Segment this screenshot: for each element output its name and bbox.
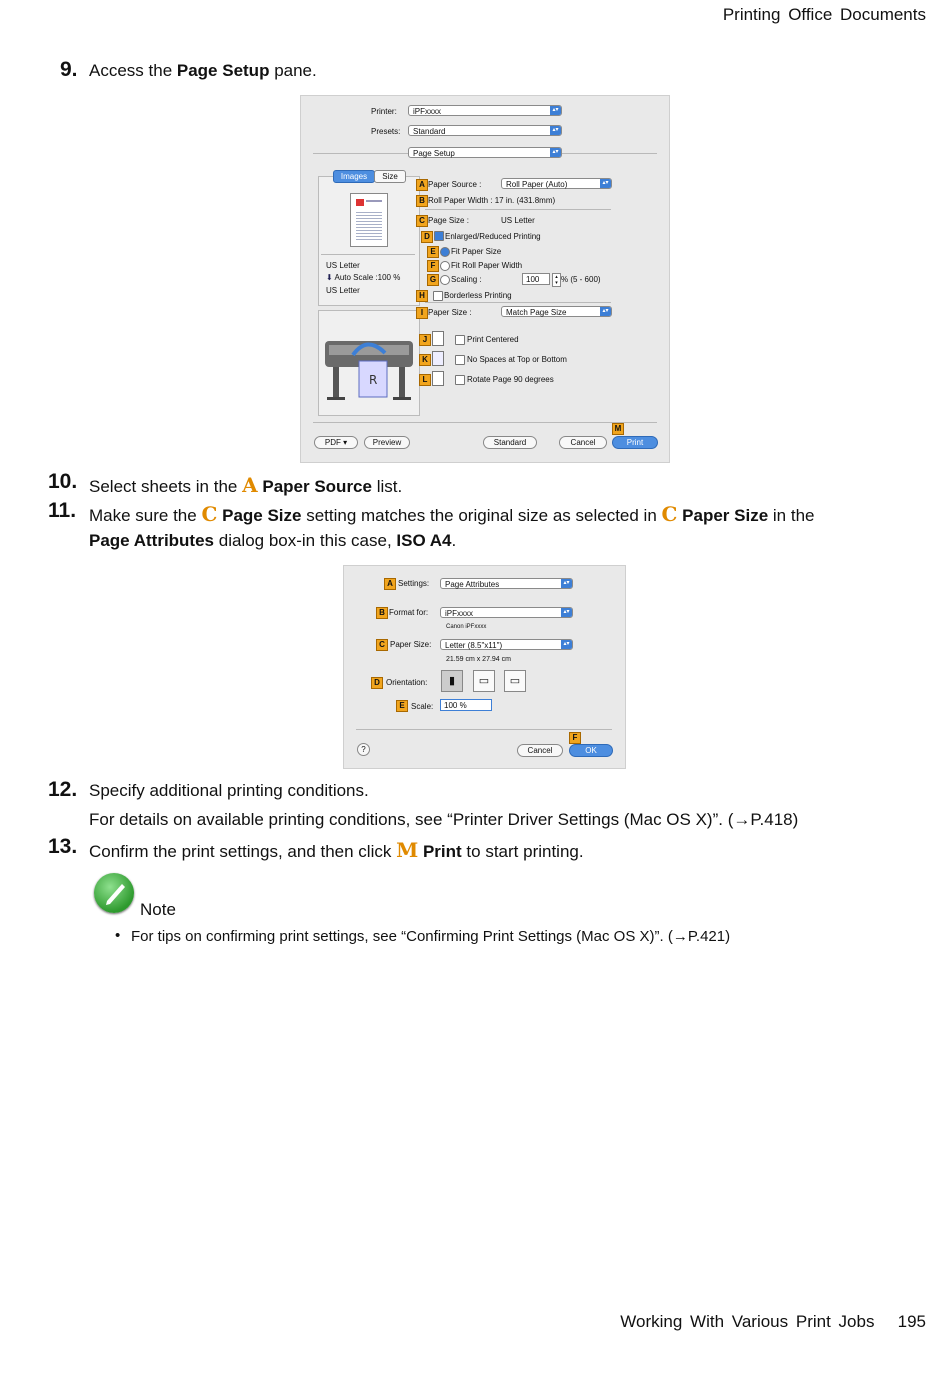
page-size-label: Page Size : bbox=[428, 216, 469, 225]
printer-label: Printer: bbox=[371, 107, 397, 116]
output-paper-size-label: Paper Size : bbox=[428, 308, 472, 317]
preview-button[interactable]: Preview bbox=[364, 436, 410, 449]
scaling-radio[interactable] bbox=[440, 275, 450, 285]
running-footer: Working With Various Print Jobs 195 bbox=[620, 1312, 926, 1331]
step-number: 11. bbox=[48, 499, 77, 522]
printer-popup[interactable]: iPFxxxx ▴▾ bbox=[408, 105, 562, 116]
badge-b: B bbox=[376, 607, 388, 619]
format-for-label: Format for: bbox=[389, 608, 429, 617]
scale-input[interactable]: 100 % bbox=[440, 699, 492, 711]
settings-popup[interactable]: Page Attributes ▴▾ bbox=[440, 578, 573, 589]
badge-a: A bbox=[384, 578, 396, 590]
preview-size-text: US Letter bbox=[326, 261, 360, 270]
scaling-input[interactable]: 100 bbox=[522, 273, 550, 285]
landscape-right-icon[interactable]: ▭ bbox=[504, 670, 526, 692]
borderless-checkbox[interactable] bbox=[433, 291, 443, 301]
divider bbox=[425, 302, 611, 303]
rotate-page-label: Rotate Page 90 degrees bbox=[467, 375, 554, 384]
presets-popup[interactable]: Standard ▴▾ bbox=[408, 125, 562, 136]
enlarged-reduced-label: Enlarged/Reduced Printing bbox=[445, 232, 541, 241]
step-text: Confirm the print settings, and then click M Print to start printing. bbox=[89, 838, 584, 862]
step-number: 12. bbox=[48, 778, 78, 801]
printer-illustration bbox=[318, 310, 420, 416]
page-setup-screenshot bbox=[300, 95, 670, 463]
badge-i: I bbox=[416, 307, 428, 319]
print-centered-label: Print Centered bbox=[467, 335, 519, 344]
printer-icon bbox=[319, 311, 419, 415]
step-text-continued: Page Attributes dialog box-in this case, ISO A4. bbox=[89, 531, 457, 550]
badge-c: C bbox=[376, 639, 388, 651]
format-for-popup[interactable]: iPFxxxx ▴▾ bbox=[440, 607, 573, 618]
preview-size-text: US Letter bbox=[326, 286, 360, 295]
settings-label: Settings: bbox=[398, 579, 430, 588]
badge-k: K bbox=[419, 354, 431, 366]
no-spaces-checkbox[interactable] bbox=[455, 355, 465, 365]
standard-button[interactable]: Standard bbox=[483, 436, 537, 449]
badge-h: H bbox=[416, 290, 428, 302]
paper-source-popup[interactable]: Roll Paper (Auto) ▴▾ bbox=[501, 178, 612, 189]
badge-c: C bbox=[416, 215, 428, 227]
badge-e: E bbox=[427, 246, 439, 258]
scaling-stepper-icon[interactable]: ▴ ▾ bbox=[552, 273, 561, 287]
ok-button[interactable]: OK bbox=[569, 744, 613, 757]
print-centered-icon bbox=[432, 331, 444, 346]
fit-roll-width-radio[interactable] bbox=[440, 261, 450, 271]
divider bbox=[313, 422, 657, 423]
badge-d: D bbox=[371, 677, 383, 689]
step-text: Select sheets in the A Paper Source list. bbox=[89, 473, 403, 497]
divider bbox=[321, 254, 415, 255]
cancel-button[interactable]: Cancel bbox=[559, 436, 607, 449]
landscape-left-icon[interactable]: ▭ bbox=[473, 670, 495, 692]
page-thumbnail bbox=[350, 193, 388, 247]
running-header: Printing Office Documents bbox=[722, 5, 926, 24]
preview-scale-text: ⬇ Auto Scale :100 % bbox=[326, 273, 401, 282]
scaling-range-label: % (5 - 600) bbox=[561, 275, 601, 284]
no-spaces-icon bbox=[432, 351, 444, 366]
divider bbox=[425, 209, 611, 210]
note-text: For tips on confirming print settings, see “Confirming Print Settings (Mac OS X)”. (→P.421) bbox=[131, 928, 731, 945]
help-icon[interactable]: ? bbox=[357, 743, 370, 756]
divider bbox=[356, 729, 612, 730]
badge-l: L bbox=[419, 374, 431, 386]
print-button[interactable]: Print bbox=[612, 436, 658, 449]
pencil-icon bbox=[94, 873, 134, 913]
step-detail: For details on available printing conditions, see “Printer Driver Settings (Mac OS X)”. (→P.418) bbox=[89, 810, 799, 829]
borderless-label: Borderless Printing bbox=[444, 291, 512, 300]
badge-g: G bbox=[427, 274, 439, 286]
orientation-label: Orientation: bbox=[386, 678, 428, 687]
print-centered-checkbox[interactable] bbox=[455, 335, 465, 345]
arrow-down-icon: ⬇ bbox=[326, 273, 333, 282]
scale-label: Scale: bbox=[411, 702, 434, 711]
rotate-page-checkbox[interactable] bbox=[455, 375, 465, 385]
badge-e: E bbox=[396, 700, 408, 712]
step-text: Specify additional printing conditions. bbox=[89, 781, 369, 800]
tab-images[interactable]: Images bbox=[333, 170, 375, 183]
page-size-value: US Letter bbox=[501, 216, 535, 225]
step-text: Make sure the C Page Size setting matches the original size as selected in C Paper Size in the bbox=[89, 502, 815, 526]
fit-paper-size-label: Fit Paper Size bbox=[451, 247, 502, 256]
roll-width-label: Roll Paper Width : 17 in. (431.8mm) bbox=[428, 196, 556, 205]
badge-d: D bbox=[421, 231, 433, 243]
note-title: Note bbox=[140, 900, 176, 919]
presets-label: Presets: bbox=[371, 127, 401, 136]
note-pencil-icon bbox=[94, 873, 134, 913]
badge-f: F bbox=[569, 732, 581, 744]
fit-paper-size-radio[interactable] bbox=[440, 247, 450, 257]
format-for-sub: Canon iPFxxxx bbox=[446, 624, 487, 630]
svg-text:R: R bbox=[369, 373, 378, 387]
portrait-orientation-icon[interactable]: ▮ bbox=[441, 670, 463, 692]
badge-a: A bbox=[416, 179, 428, 191]
no-spaces-label: No Spaces at Top or Bottom bbox=[467, 355, 567, 364]
scaling-label: Scaling : bbox=[451, 275, 482, 284]
cancel-button[interactable]: Cancel bbox=[517, 744, 563, 757]
pane-popup[interactable]: Page Setup ▴▾ bbox=[408, 147, 562, 158]
paper-size-sub: 21.59 cm x 27.94 cm bbox=[446, 656, 511, 663]
step-number: 13. bbox=[48, 835, 78, 858]
badge-j: J bbox=[419, 334, 431, 346]
paper-source-label: Paper Source : bbox=[428, 180, 482, 189]
paper-size-label: Paper Size: bbox=[390, 640, 432, 649]
note-bullet: • bbox=[115, 927, 121, 944]
output-paper-size-popup[interactable]: Match Page Size ▴▾ bbox=[501, 306, 612, 317]
badge-m: M bbox=[612, 423, 624, 435]
page-attributes-screenshot bbox=[343, 565, 626, 769]
tab-size[interactable]: Size bbox=[374, 170, 406, 183]
paper-size-popup[interactable]: Letter (8.5"x11") ▴▾ bbox=[440, 639, 573, 650]
step-text: Access the Page Setup pane. bbox=[89, 61, 317, 80]
fit-roll-width-label: Fit Roll Paper Width bbox=[451, 261, 523, 270]
badge-f: F bbox=[427, 260, 439, 272]
badge-b: B bbox=[416, 195, 428, 207]
pdf-button[interactable]: PDF ▾ bbox=[314, 436, 358, 449]
rotate-page-icon bbox=[432, 371, 444, 386]
step-number: 9. bbox=[60, 58, 78, 81]
enlarged-reduced-checkbox[interactable] bbox=[434, 231, 444, 241]
step-number: 10. bbox=[48, 470, 78, 493]
